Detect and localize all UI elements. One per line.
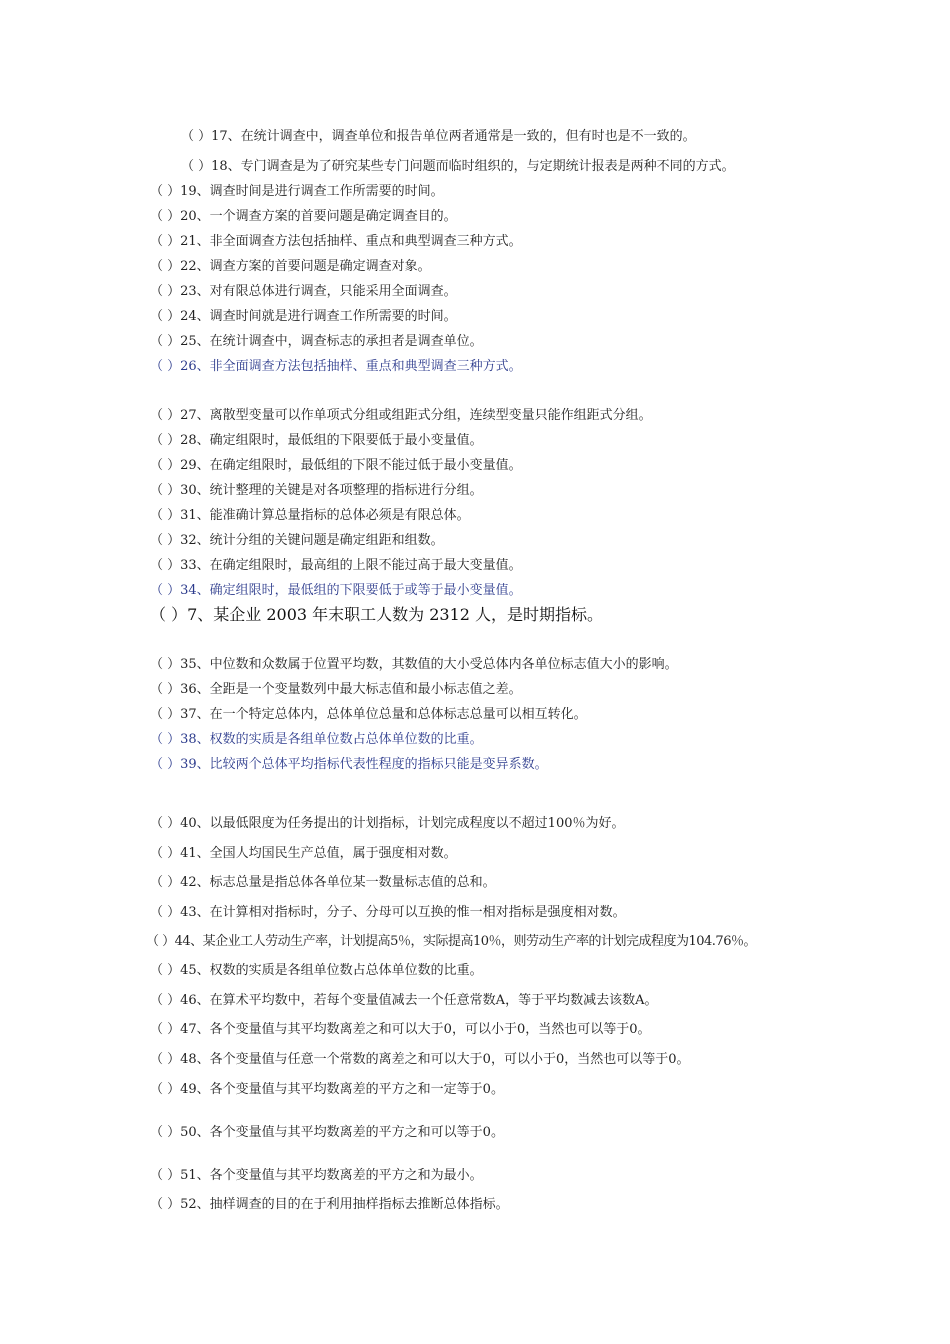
- question-28: （ ）28、确定组限时，最低组的下限要低于最小变量值。: [150, 433, 483, 448]
- question-18: （ ）18、专门调查是为了研究某些专门问题而临时组织的，与定期统计报表是两种不同的方式。: [181, 159, 735, 174]
- question-46: （ ）46、在算术平均数中，若每个变量值减去一个任意常数A，等于平均数减去该数A。: [150, 993, 658, 1008]
- question-40: （ ）40、以最低限度为任务提出的计划指标，计划完成程度以不超过100％为好。: [150, 816, 625, 831]
- question-20: （ ）20、一个调查方案的首要问题是确定调查目的。: [150, 209, 457, 224]
- question-36: （ ）36、全距是一个变量数列中最大标志值和最小标志值之差。: [150, 682, 522, 697]
- question-43: （ ）43、在计算相对指标时，分子、分母可以互换的惟一相对指标是强度相对数。: [150, 905, 626, 920]
- question-31: （ ）31、能准确计算总量指标的总体必须是有限总体。: [150, 508, 470, 523]
- question-22: （ ）22、调查方案的首要问题是确定调查对象。: [150, 259, 431, 274]
- question-27: （ ）27、离散型变量可以作单项式分组或组距式分组，连续型变量只能作组距式分组。: [150, 408, 652, 423]
- question-32: （ ）32、统计分组的关键问题是确定组距和组数。: [150, 533, 444, 548]
- question-26: （ ）26、非全面调查方法包括抽样、重点和典型调查三种方式。: [150, 359, 522, 374]
- question-50: （ ）50、各个变量值与其平均数离差的平方之和可以等于0。: [150, 1125, 504, 1140]
- question-42: （ ）42、标志总量是指总体各单位某一数量标志值的总和。: [150, 875, 496, 890]
- question-30: （ ）30、统计整理的关键是对各项整理的指标进行分组。: [150, 483, 483, 498]
- question-45: （ ）45、权数的实质是各组单位数占总体单位数的比重。: [150, 963, 483, 978]
- question-21: （ ）21、非全面调查方法包括抽样、重点和典型调查三种方式。: [150, 234, 522, 249]
- question-47: （ ）47、各个变量值与其平均数离差之和可以大于0，可以小于0，当然也可以等于0。: [150, 1022, 651, 1037]
- question-34: （ ）34、确定组限时，最低组的下限要低于或等于最小变量值。: [150, 583, 522, 598]
- question-35: （ ）35、中位数和众数属于位置平均数，其数值的大小受总体内各单位标志值大小的影响。: [150, 657, 678, 672]
- question-24: （ ）24、调查时间就是进行调查工作所需要的时间。: [150, 309, 457, 324]
- question-7: （ ）7、某企业 2003 年末职工人数为 2312 人，是时期指标。: [150, 605, 604, 624]
- question-38: （ ）38、权数的实质是各组单位数占总体单位数的比重。: [150, 732, 483, 747]
- question-52: （ ）52、抽样调查的目的在于利用抽样指标去推断总体指标。: [150, 1197, 509, 1212]
- question-33: （ ）33、在确定组限时，最高组的上限不能过高于最大变量值。: [150, 558, 522, 573]
- question-29: （ ）29、在确定组限时，最低组的下限不能过低于最小变量值。: [150, 458, 522, 473]
- question-39: （ ）39、比较两个总体平均指标代表性程度的指标只能是变异系数。: [150, 757, 548, 772]
- question-19: （ ）19、调查时间是进行调查工作所需要的时间。: [150, 184, 444, 199]
- question-25: （ ）25、在统计调查中，调查标志的承担者是调查单位。: [150, 334, 483, 349]
- question-37: （ ）37、在一个特定总体内，总体单位总量和总体标志总量可以相互转化。: [150, 707, 587, 722]
- question-44: （ ）44、某企业工人劳动生产率，计划提高5％，实际提高10％，则劳动生产率的计划完成程度为104.76％。: [146, 934, 756, 949]
- question-48: （ ）48、各个变量值与任意一个常数的离差之和可以大于0，可以小于0，当然也可以等于0。: [150, 1052, 690, 1067]
- question-23: （ ）23、对有限总体进行调查，只能采用全面调查。: [150, 284, 457, 299]
- question-51: （ ）51、各个变量值与其平均数离差的平方之和为最小。: [150, 1168, 483, 1183]
- question-41: （ ）41、全国人均国民生产总值，属于强度相对数。: [150, 846, 457, 861]
- question-49: （ ）49、各个变量值与其平均数离差的平方之和一定等于0。: [150, 1082, 504, 1097]
- question-17: （ ）17、在统计调查中，调查单位和报告单位两者通常是一致的，但有时也是不一致的。: [181, 129, 696, 144]
